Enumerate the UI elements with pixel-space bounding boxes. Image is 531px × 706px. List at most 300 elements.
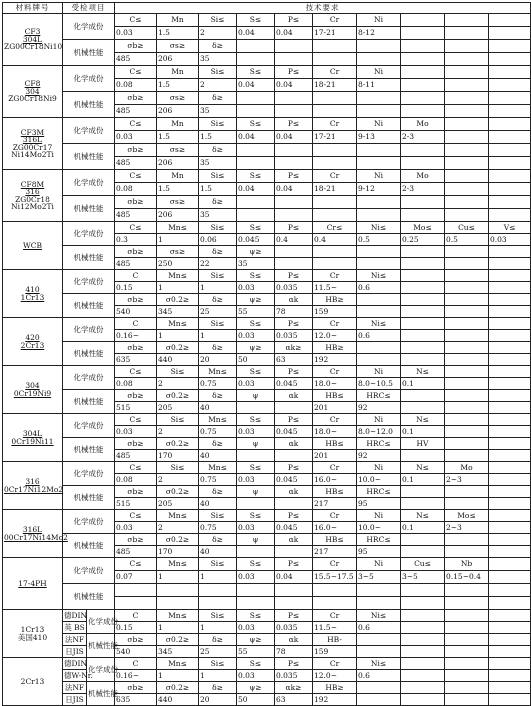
- spec-value-cell: 0.08: [115, 474, 157, 486]
- spec-value-cell: [489, 498, 531, 510]
- spec-value-cell: [237, 450, 275, 462]
- spec-label-cell: Mo≤: [445, 510, 489, 522]
- material-grade-cell: [3, 366, 63, 414]
- spec-label-cell: σb≥: [115, 294, 157, 306]
- spec-label-cell: σs≥: [157, 246, 199, 258]
- spec-label-cell: Mn≤: [157, 658, 199, 670]
- spec-label-cell: Si≤: [199, 222, 237, 234]
- spec-label-cell: [445, 658, 489, 670]
- spec-value-cell: [489, 157, 531, 170]
- spec-value-cell: [275, 105, 313, 118]
- spec-label-cell: [157, 584, 199, 597]
- table-row: [3, 222, 531, 234]
- spec-value-cell: 2~3: [445, 522, 489, 534]
- spec-value-cell: 1: [199, 282, 237, 294]
- spec-label-cell: C: [115, 270, 157, 282]
- spec-value-cell: 0.03: [237, 571, 275, 584]
- material-grade: 316L: [22, 525, 43, 534]
- spec-label-cell: αk: [275, 390, 313, 402]
- spec-label-cell: S≤: [237, 222, 275, 234]
- spec-value-cell: [237, 209, 275, 222]
- spec-value-cell: 0.035: [275, 282, 313, 294]
- spec-label-cell: HRC≤: [357, 486, 401, 498]
- spec-value-cell: 0.04: [275, 131, 313, 144]
- mech-property-label: 机械性能: [63, 92, 115, 118]
- spec-label-cell: Si≤: [157, 462, 199, 474]
- spec-label-cell: [401, 144, 445, 157]
- spec-label-cell: [489, 682, 531, 694]
- spec-value-cell: 0.03: [237, 378, 275, 390]
- standard-label: 法NF: [63, 682, 87, 694]
- mech-property-label: 机械性能: [63, 196, 115, 222]
- spec-label-cell: HRC≤: [357, 438, 401, 450]
- spec-value-cell: [489, 306, 531, 318]
- spec-value-cell: [489, 597, 531, 610]
- spec-label-cell: [489, 270, 531, 282]
- table-row: [3, 634, 531, 646]
- spec-value-cell: [401, 79, 445, 92]
- spec-value-cell: [115, 597, 157, 610]
- material-grade: 304L: [22, 429, 43, 438]
- chem-composition-label: 化学成份: [63, 66, 115, 92]
- spec-value-cell: 1.5: [157, 183, 199, 196]
- spec-label-cell: C≤: [115, 14, 157, 27]
- spec-value-cell: [445, 694, 489, 706]
- spec-value-cell: 485: [115, 258, 157, 270]
- spec-value-cell: 201: [313, 450, 357, 462]
- spec-label-cell: [489, 196, 531, 209]
- spec-value-cell: [237, 402, 275, 414]
- spec-label-cell: Cr: [313, 318, 357, 330]
- spec-label-cell: HRC≤: [357, 390, 401, 402]
- spec-label-cell: [445, 634, 489, 646]
- spec-label-cell: Cr: [313, 610, 357, 622]
- spec-value-cell: 8.0~12.0: [357, 426, 401, 438]
- spec-label-cell: αk≥: [275, 342, 313, 354]
- spec-label-cell: [489, 170, 531, 183]
- mech-property-label: 机械性能: [87, 682, 115, 706]
- spec-value-cell: [237, 157, 275, 170]
- material-grade: ZG00Cr17: [12, 142, 53, 152]
- spec-value-cell: 0.04: [275, 27, 313, 40]
- spec-value-cell: 0.04: [237, 183, 275, 196]
- spec-label-cell: P≤: [275, 270, 313, 282]
- spec-label-cell: Cr: [313, 270, 357, 282]
- spec-value-cell: [489, 546, 531, 558]
- spec-value-cell: [489, 522, 531, 534]
- spec-value-cell: 1: [199, 330, 237, 342]
- spec-label-cell: Nb: [445, 558, 489, 571]
- spec-value-cell: [489, 330, 531, 342]
- spec-value-cell: [401, 646, 445, 658]
- spec-value-cell: 0.4: [275, 234, 313, 246]
- spec-label-cell: δ≥: [199, 40, 237, 53]
- header-requirements: 技术要求: [115, 3, 531, 14]
- spec-label-cell: σb≥: [115, 144, 157, 157]
- spec-value-cell: 95: [357, 546, 401, 558]
- material-grade: 1Cr13: [20, 292, 45, 302]
- spec-label-cell: [489, 634, 531, 646]
- material-grade: CF8: [24, 79, 41, 89]
- spec-label-cell: [401, 294, 445, 306]
- spec-label-cell: δ≥: [199, 486, 237, 498]
- spec-value-cell: 540: [115, 646, 157, 658]
- spec-value-cell: 0.75: [199, 378, 237, 390]
- spec-value-cell: 8-11: [357, 79, 401, 92]
- spec-value-cell: [489, 694, 531, 706]
- spec-value-cell: [445, 354, 489, 366]
- spec-value-cell: 35: [237, 258, 275, 270]
- spec-label-cell: [401, 610, 445, 622]
- spec-label-cell: S≤: [237, 658, 275, 670]
- spec-value-cell: 25: [199, 646, 237, 658]
- spec-value-cell: 0.03: [237, 670, 275, 682]
- spec-label-cell: Cu≤: [401, 558, 445, 571]
- spec-value-cell: 2~3: [445, 474, 489, 486]
- spec-value-cell: [275, 157, 313, 170]
- spec-value-cell: 0.03: [237, 282, 275, 294]
- spec-label-cell: δ≥: [199, 144, 237, 157]
- spec-label-cell: [357, 682, 401, 694]
- spec-label-cell: [489, 66, 531, 79]
- spec-value-cell: [445, 597, 489, 610]
- spec-value-cell: 8-12: [357, 27, 401, 40]
- spec-value-cell: [401, 670, 445, 682]
- spec-value-cell: [357, 694, 401, 706]
- spec-label-cell: C≤: [115, 222, 157, 234]
- chem-composition-label: 化学成份: [87, 658, 115, 682]
- spec-label-cell: Cr: [313, 414, 357, 426]
- spec-value-cell: 0.04: [275, 79, 313, 92]
- table-row: [3, 366, 531, 378]
- spec-label-cell: [445, 14, 489, 27]
- spec-label-cell: [401, 196, 445, 209]
- spec-value-cell: 485: [115, 450, 157, 462]
- spec-label-cell: [445, 610, 489, 622]
- spec-value-cell: 0.1: [401, 474, 445, 486]
- spec-value-cell: 0.3: [115, 234, 157, 246]
- spec-label-cell: αk≥: [275, 682, 313, 694]
- spec-value-cell: 2: [157, 426, 199, 438]
- spec-value-cell: [237, 498, 275, 510]
- spec-label-cell: Cr: [313, 66, 357, 79]
- spec-value-cell: 12.0~: [313, 330, 357, 342]
- spec-label-cell: P≤: [275, 14, 313, 27]
- spec-value-cell: 50: [237, 354, 275, 366]
- spec-value-cell: [489, 105, 531, 118]
- spec-value-cell: 0.6: [357, 330, 401, 342]
- standard-label: 德DIN: [64, 610, 88, 620]
- spec-label-cell: Mn≤: [157, 318, 199, 330]
- spec-value-cell: 0.6: [357, 670, 401, 682]
- spec-label-cell: Mn: [157, 118, 199, 131]
- spec-label-cell: Cr: [313, 462, 357, 474]
- spec-label-cell: [313, 92, 357, 105]
- table-row: [3, 558, 531, 571]
- spec-label-cell: [489, 462, 531, 474]
- spec-label-cell: Si≤: [157, 366, 199, 378]
- spec-label-cell: [445, 246, 489, 258]
- spec-value-cell: [445, 646, 489, 658]
- spec-value-cell: 11.5~: [313, 622, 357, 634]
- spec-label-cell: [275, 92, 313, 105]
- spec-label-cell: C: [115, 610, 157, 622]
- spec-value-cell: 55: [237, 306, 275, 318]
- spec-value-cell: [275, 53, 313, 66]
- material-grade: 0Cr19Ni9: [13, 388, 52, 398]
- chem-composition-label: 化学成份: [63, 118, 115, 144]
- spec-label-cell: C≤: [115, 414, 157, 426]
- spec-label-cell: Mn≤: [199, 366, 237, 378]
- spec-value-cell: 0.07: [115, 571, 157, 584]
- spec-label-cell: δ≥: [199, 92, 237, 105]
- spec-label-cell: αk: [275, 438, 313, 450]
- spec-value-cell: 0.15: [115, 622, 157, 634]
- spec-value-cell: 192: [313, 354, 357, 366]
- spec-label-cell: P≤: [275, 66, 313, 79]
- spec-value-cell: 0.03: [115, 131, 157, 144]
- spec-value-cell: 345: [157, 646, 199, 658]
- spec-label-cell: Ni≤: [357, 610, 401, 622]
- standard-label: 德DIN: [64, 658, 88, 668]
- spec-value-cell: 0.5: [445, 234, 489, 246]
- spec-label-cell: [445, 438, 489, 450]
- spec-label-cell: Cr: [313, 170, 357, 183]
- spec-value-cell: 440: [157, 354, 199, 366]
- spec-value-cell: 0.6: [357, 622, 401, 634]
- table-row: [3, 270, 531, 282]
- spec-label-cell: Si≤: [199, 66, 237, 79]
- material-grade: 1Cr13: [20, 625, 45, 634]
- spec-value-cell: [445, 546, 489, 558]
- spec-value-cell: [275, 498, 313, 510]
- chem-composition-label: 化学成份: [63, 366, 115, 390]
- spec-label-cell: [489, 414, 531, 426]
- standard-label: 日JIS: [63, 646, 87, 658]
- spec-label-cell: C≤: [115, 462, 157, 474]
- spec-label-cell: [445, 318, 489, 330]
- spec-value-cell: [401, 306, 445, 318]
- spec-value-cell: 1: [157, 670, 199, 682]
- spec-label-cell: [275, 40, 313, 53]
- spec-value-cell: [313, 597, 357, 610]
- table-row: [3, 196, 531, 209]
- spec-label-cell: [445, 682, 489, 694]
- spec-label-cell: [401, 318, 445, 330]
- spec-value-cell: 1.5: [199, 131, 237, 144]
- spec-label-cell: P≤: [275, 558, 313, 571]
- material-grade: 316L: [22, 135, 43, 144]
- spec-value-cell: [489, 670, 531, 682]
- spec-label-cell: P≤: [275, 170, 313, 183]
- spec-value-cell: 0.08: [115, 79, 157, 92]
- spec-label-cell: C: [115, 318, 157, 330]
- spec-label-cell: Mo: [401, 118, 445, 131]
- spec-label-cell: P≤: [275, 366, 313, 378]
- spec-value-cell: [357, 258, 401, 270]
- spec-label-cell: [401, 40, 445, 53]
- spec-label-cell: [401, 658, 445, 670]
- spec-value-cell: 1.5: [199, 183, 237, 196]
- material-grade: 304: [25, 86, 40, 96]
- spec-value-cell: [275, 546, 313, 558]
- material-grade: CF3M: [20, 127, 45, 137]
- spec-label-cell: Si≤: [199, 14, 237, 27]
- spec-label-cell: Mn≤: [157, 510, 199, 522]
- material-grade: CF8M: [20, 179, 45, 189]
- spec-value-cell: 0.06: [199, 234, 237, 246]
- spec-label-cell: C≤: [115, 558, 157, 571]
- spec-value-cell: [357, 306, 401, 318]
- table-row: [3, 390, 531, 402]
- spec-value-cell: 0.03: [115, 27, 157, 40]
- spec-label-cell: HB≤: [313, 438, 357, 450]
- spec-label-cell: δ≥: [199, 246, 237, 258]
- spec-label-cell: ψ: [237, 486, 275, 498]
- spec-value-cell: 2: [157, 474, 199, 486]
- spec-value-cell: [445, 209, 489, 222]
- spec-label-cell: S≤: [237, 414, 275, 426]
- spec-label-cell: Si≤: [199, 318, 237, 330]
- mech-property-label: 机械性能: [63, 438, 115, 462]
- spec-label-cell: Ni≤: [357, 658, 401, 670]
- spec-label-cell: σ0.2≥: [157, 438, 199, 450]
- table-row: [3, 144, 531, 157]
- spec-label-cell: Mo: [401, 170, 445, 183]
- spec-value-cell: [401, 498, 445, 510]
- spec-value-cell: 95: [357, 498, 401, 510]
- material-grade-cell: [3, 270, 63, 318]
- spec-value-cell: [401, 330, 445, 342]
- spec-value-cell: [489, 131, 531, 144]
- spec-value-cell: 55: [237, 646, 275, 658]
- spec-label-cell: [237, 92, 275, 105]
- spec-value-cell: 0.04: [275, 571, 313, 584]
- spec-label-cell: [401, 270, 445, 282]
- spec-label-cell: [445, 486, 489, 498]
- spec-label-cell: [275, 144, 313, 157]
- table-row: [3, 462, 531, 474]
- spec-value-cell: 50: [237, 694, 275, 706]
- spec-label-cell: [445, 66, 489, 79]
- spec-value-cell: [489, 622, 531, 634]
- spec-label-cell: Si≤: [199, 170, 237, 183]
- spec-value-cell: 485: [115, 157, 157, 170]
- spec-value-cell: 0.1: [401, 426, 445, 438]
- spec-label-cell: HB≥: [313, 682, 357, 694]
- spec-label-cell: [489, 144, 531, 157]
- spec-label-cell: ψ: [237, 390, 275, 402]
- spec-label-cell: C≤: [115, 510, 157, 522]
- spec-label-cell: N≤: [401, 462, 445, 474]
- spec-label-cell: [489, 510, 531, 522]
- spec-label-cell: δ≥: [199, 342, 237, 354]
- table-row: [3, 438, 531, 450]
- spec-value-cell: [445, 378, 489, 390]
- spec-label-cell: [489, 366, 531, 378]
- spec-label-cell: σs≥: [157, 92, 199, 105]
- mech-property-label: 机械性能: [63, 390, 115, 414]
- spec-value-cell: [489, 258, 531, 270]
- table-row: [3, 694, 531, 706]
- spec-value-cell: 0.03: [489, 234, 531, 246]
- spec-label-cell: [357, 634, 401, 646]
- spec-value-cell: [275, 402, 313, 414]
- spec-value-cell: [237, 546, 275, 558]
- spec-value-cell: 0.045: [275, 378, 313, 390]
- mech-property-label: 机械性能: [63, 294, 115, 318]
- spec-value-cell: 1.5: [157, 131, 199, 144]
- spec-value-cell: 206: [157, 53, 199, 66]
- mech-property-label: 机械性能: [63, 40, 115, 66]
- spec-label-cell: Ni: [357, 510, 401, 522]
- spec-label-cell: [489, 92, 531, 105]
- spec-label-cell: S≤: [237, 14, 275, 27]
- spec-value-cell: 1: [157, 622, 199, 634]
- spec-label-cell: Ni: [357, 66, 401, 79]
- spec-value-cell: 35: [199, 209, 237, 222]
- spec-label-cell: σs≥: [157, 40, 199, 53]
- spec-value-cell: 0.08: [115, 378, 157, 390]
- spec-label-cell: [401, 534, 445, 546]
- spec-value-cell: [489, 27, 531, 40]
- spec-value-cell: [313, 157, 357, 170]
- spec-value-cell: 16.0~: [313, 522, 357, 534]
- table-row: [3, 66, 531, 79]
- spec-value-cell: [275, 597, 313, 610]
- spec-value-cell: [445, 450, 489, 462]
- spec-value-cell: [237, 597, 275, 610]
- spec-label-cell: Ni: [357, 14, 401, 27]
- table-row: [3, 682, 531, 694]
- spec-label-cell: δ≥: [199, 196, 237, 209]
- spec-label-cell: [401, 342, 445, 354]
- spec-label-cell: S≤: [237, 610, 275, 622]
- spec-label-cell: Mn≤: [157, 610, 199, 622]
- spec-value-cell: 0.045: [275, 522, 313, 534]
- spec-label-cell: Ni≤: [357, 270, 401, 282]
- spec-value-cell: 485: [115, 546, 157, 558]
- spec-value-cell: 40: [199, 498, 237, 510]
- spec-value-cell: [199, 597, 237, 610]
- spec-value-cell: [489, 282, 531, 294]
- spec-label-cell: [445, 366, 489, 378]
- spec-value-cell: [489, 354, 531, 366]
- spec-value-cell: 0.035: [275, 622, 313, 634]
- spec-label-cell: σs≥: [157, 196, 199, 209]
- spec-label-cell: [489, 14, 531, 27]
- table-row: [3, 510, 531, 522]
- spec-value-cell: [401, 450, 445, 462]
- spec-value-cell: 12.0~: [313, 670, 357, 682]
- spec-value-cell: [445, 330, 489, 342]
- spec-label-cell: [445, 144, 489, 157]
- spec-label-cell: HB≤: [313, 390, 357, 402]
- spec-value-cell: 2: [157, 522, 199, 534]
- spec-value-cell: 2: [199, 79, 237, 92]
- spec-value-cell: 1: [199, 670, 237, 682]
- spec-label-cell: [445, 342, 489, 354]
- material-grade-cell: [3, 510, 68, 558]
- table-row: [3, 170, 531, 183]
- chem-composition-label: 化学成份: [87, 610, 115, 634]
- spec-value-cell: 0.04: [237, 27, 275, 40]
- spec-value-cell: 1.5: [157, 79, 199, 92]
- spec-label-cell: Mn≤: [157, 222, 199, 234]
- header-material: 材料牌号: [3, 3, 63, 14]
- spec-label-cell: [489, 610, 531, 622]
- material-grade-cell: [3, 558, 63, 610]
